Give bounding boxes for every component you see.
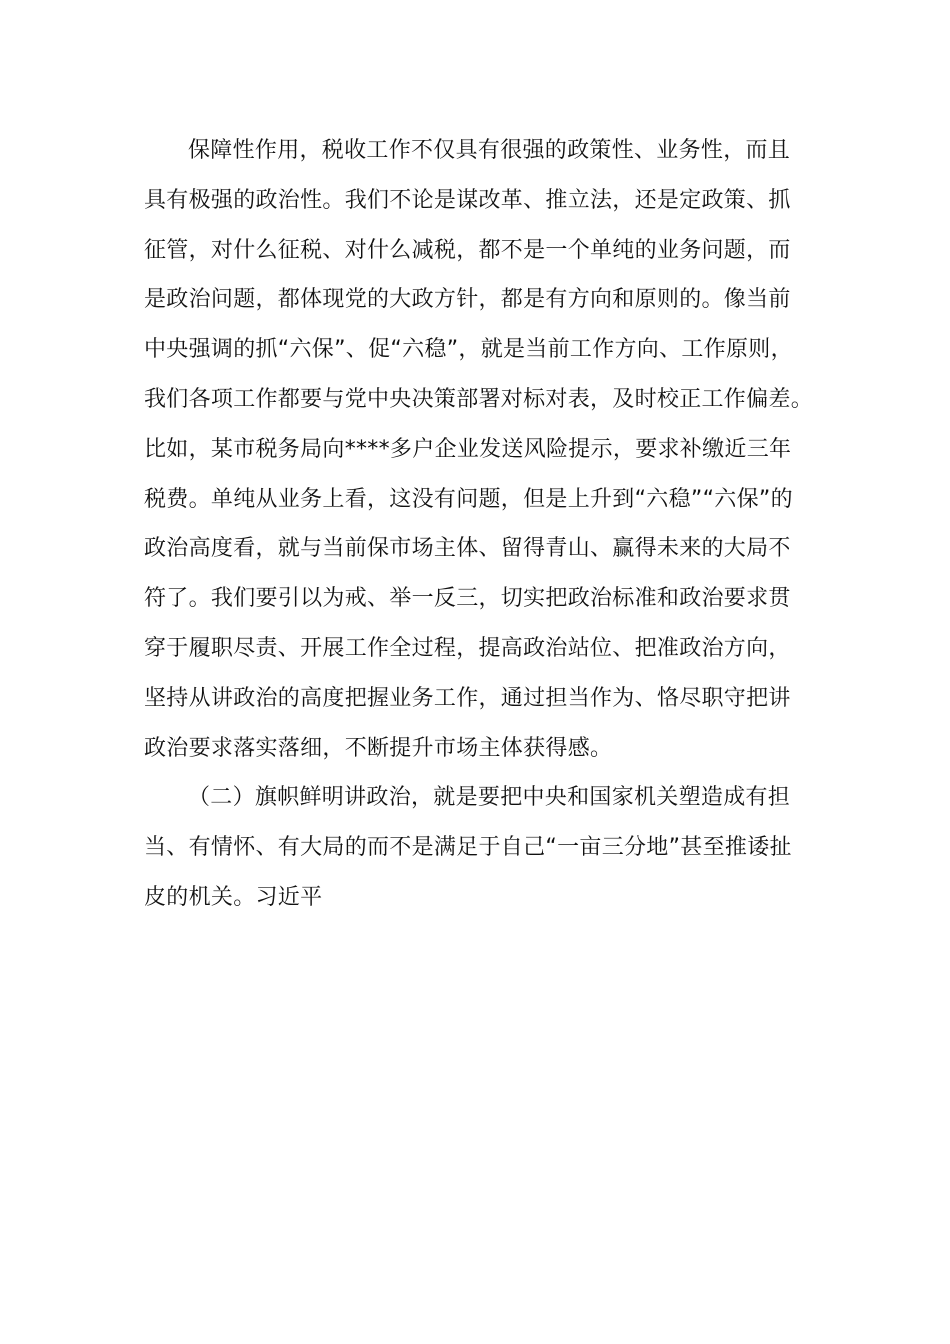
paragraph-line: 中央强调的抓“六保”、促“六稳”，就是当前工作方向、工作原则， bbox=[144, 337, 793, 363]
paragraph-line: 政治要求落实落细，不断提升市场主体获得感。 bbox=[144, 735, 613, 761]
paragraph-line: 当、有情怀、有大局的而不是满足于自己“一亩三分地”甚至推诿扯 bbox=[144, 835, 792, 861]
paragraph-line: 是政治问题，都体现党的大政方针，都是有方向和原则的。像当前 bbox=[144, 287, 791, 313]
paragraph-2 bbox=[144, 773, 814, 922]
paragraph-line: 坚持从讲政治的高度把握业务工作，通过担当作为、恪尽职守把讲 bbox=[144, 685, 791, 711]
paragraph-1 bbox=[144, 126, 814, 773]
paragraph-line: 具有极强的政治性。我们不论是谋改革、推立法，还是定政策、抓 bbox=[144, 187, 791, 213]
paragraph-line: 我们各项工作都要与党中央决策部署对标对表，及时校正工作偏差。 bbox=[144, 386, 814, 412]
paragraph-line: 政治高度看，就与当前保市场主体、留得青山、赢得未来的大局不 bbox=[144, 536, 791, 562]
paragraph-line: 穿于履职尽责、开展工作全过程，提高政治站位、把准政治方向， bbox=[144, 635, 791, 661]
paragraph-line: 皮的机关。习近平 bbox=[144, 884, 323, 910]
paragraph-line: 征管，对什么征税、对什么减税，都不是一个单纯的业务问题，而 bbox=[144, 237, 791, 263]
paragraph-line: 税费。单纯从业务上看，这没有问题，但是上升到“六稳”“六保”的 bbox=[144, 486, 793, 512]
paragraph-line: 保障性作用，税收工作不仅具有很强的政策性、业务性，而且 bbox=[188, 138, 791, 163]
paragraph-line: 比如，某市税务局向****多户企业发送风险提示，要求补缴近三年 bbox=[144, 436, 792, 462]
document-body bbox=[144, 126, 814, 923]
paragraph-line: （二）旗帜鲜明讲政治，就是要把中央和国家机关塑造成有担 bbox=[188, 785, 791, 811]
paragraph-line: 符了。我们要引以为戒、举一反三，切实把政治标准和政治要求贯 bbox=[144, 586, 791, 612]
